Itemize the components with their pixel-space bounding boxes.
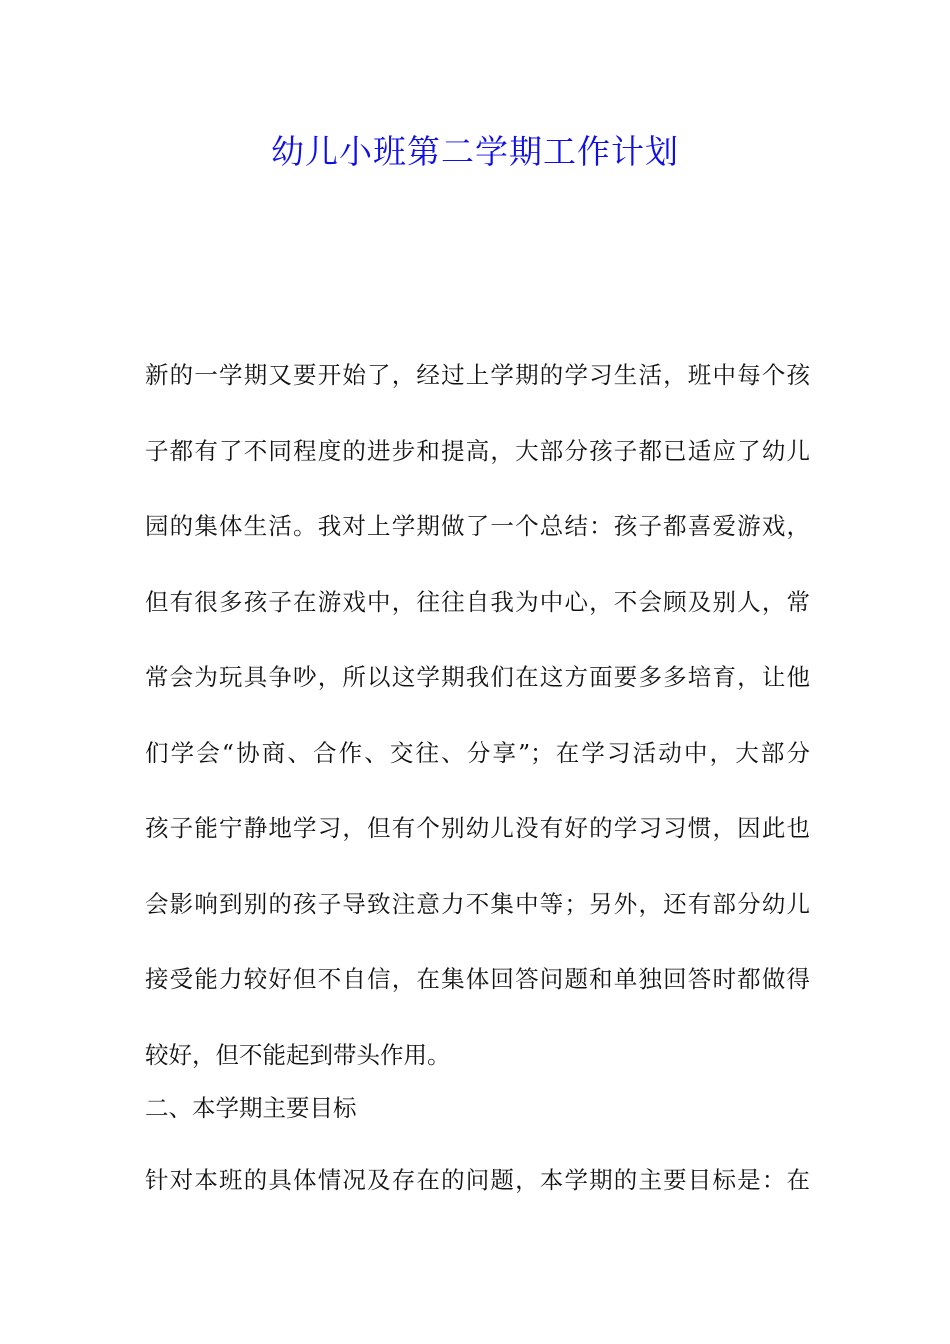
paragraph-line: 常会为玩具争吵，所以这学期我们在这方面要多多培育，让他 [145, 663, 810, 691]
section-heading: 二、本学期主要目标 [145, 1094, 357, 1122]
paragraph-line: 们学会“协商、合作、交往、分享”；在学习活动中，大部分 [145, 738, 810, 767]
section-paragraph: 针对本班的具体情况及存在的问题，本学期的主要目标是：在 [145, 1166, 810, 1194]
paragraph-line: 园的集体生活。我对上学期做了一个总结：孩子都喜爱游戏， [145, 512, 810, 540]
paragraph-line: 孩子能宁静地学习，但有个别幼儿没有好的学习习惯，因此也 [145, 814, 810, 842]
document-title: 幼儿小班第二学期工作计划 [271, 132, 679, 171]
intro-paragraph [145, 338, 810, 1093]
paragraph-line: 接受能力较好但不自信，在集体回答问题和单独回答时都做得 [145, 965, 810, 993]
paragraph-line: 会影响到别的孩子导致注意力不集中等；另外，还有部分幼儿 [145, 889, 810, 918]
paragraph-line: 但有很多孩子在游戏中，往往自我为中心，不会顾及别人，常 [145, 587, 810, 616]
paragraph-line: 新的一学期又要开始了，经过上学期的学习生活，班中每个孩 [145, 361, 810, 389]
paragraph-line: 子都有了不同程度的进步和提高，大部分孩子都已适应了幼儿 [145, 436, 810, 465]
paragraph-line: 较好，但不能起到带头作用。 [145, 1040, 451, 1069]
